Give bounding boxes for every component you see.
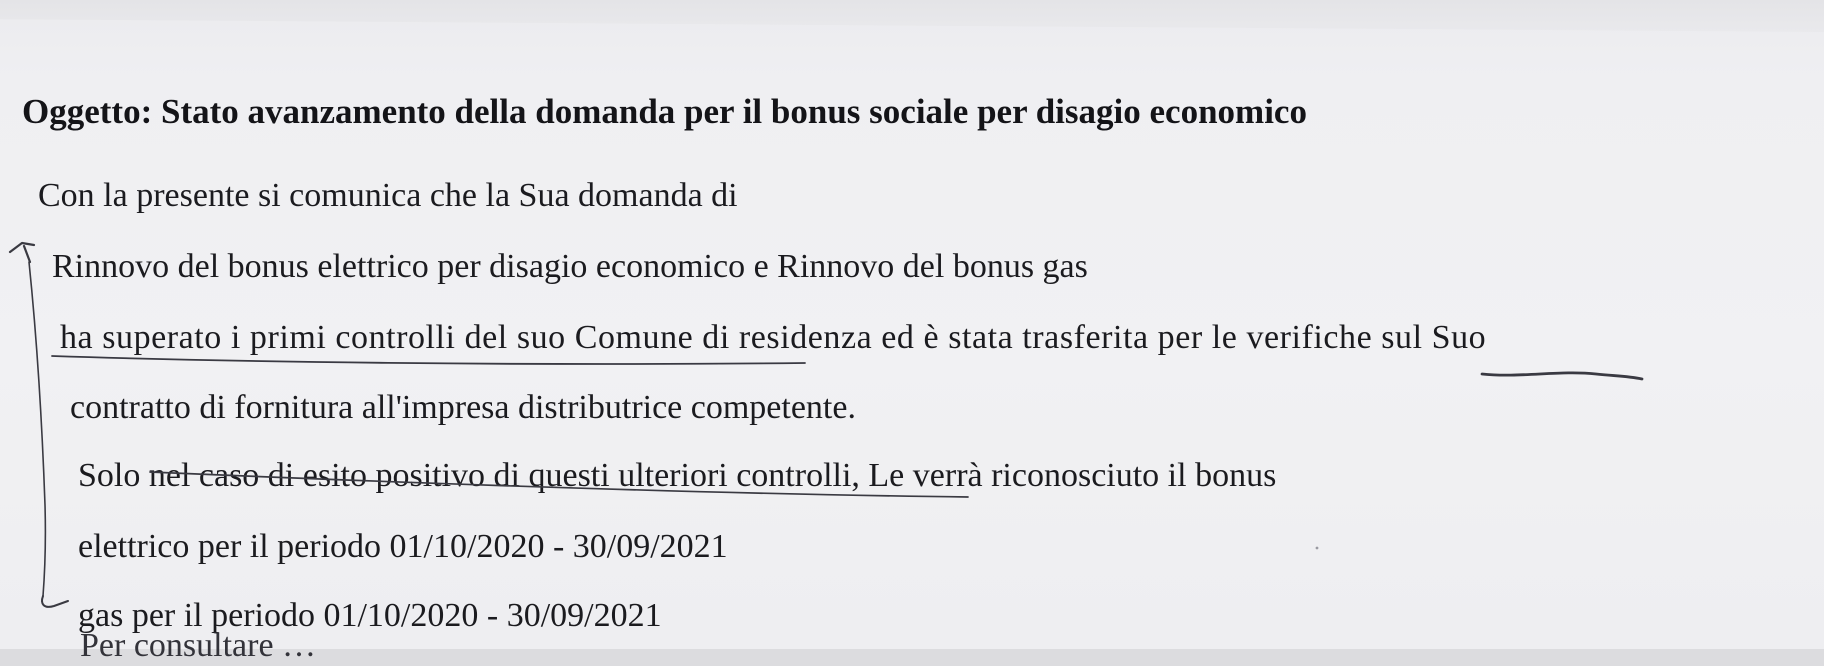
body-line-2: Rinnovo del bonus elettrico per disagio economico e Rinnovo del bonus gas <box>52 248 1088 285</box>
underline-primi-controlli <box>52 356 805 364</box>
underline-nel-caso <box>150 472 968 497</box>
body-line-6: elettrico per il periodo 01/10/2020 - 30/09/2021 <box>78 528 728 565</box>
margin-bracket-bottom <box>42 596 68 607</box>
underline-verifiche <box>1482 373 1642 379</box>
ink-speck <box>1316 547 1319 550</box>
body-line-5: Solo nel caso di esito positivo di questi ulteriori controlli, Le verrà riconosciuto il bonus <box>78 457 1277 494</box>
cut-off-line: Per consultare … <box>80 627 317 664</box>
body-line-4: contratto di fornitura all'impresa distributrice competente. <box>70 389 856 426</box>
subject-heading: Oggetto: Stato avanzamento della domanda per il bonus sociale per disagio economico <box>22 92 1307 131</box>
body-line-1: Con la presente si comunica che la Sua domanda di <box>38 177 738 214</box>
margin-bracket-line <box>29 262 45 596</box>
body-line-7: gas per il periodo 01/10/2020 - 30/09/2021 <box>78 597 662 634</box>
body-line-3: ha superato i primi controlli del suo Comune di residenza ed è stata trasferita per le verifiche sul Suo <box>60 319 1487 356</box>
margin-bracket-top <box>10 243 34 262</box>
